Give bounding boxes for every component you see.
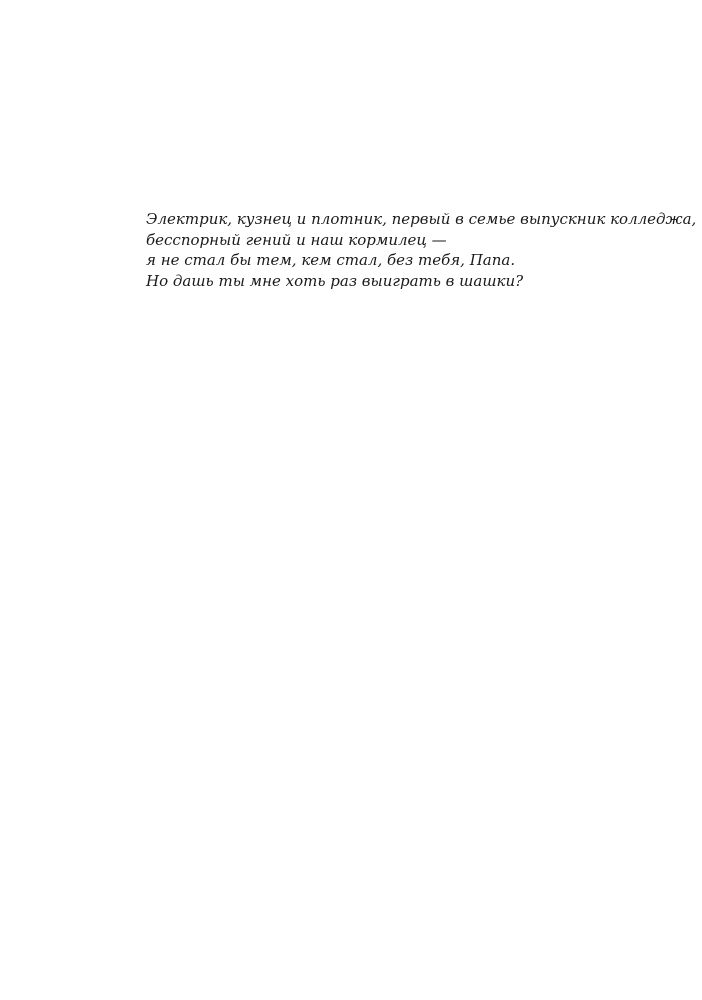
epigraph-line-3: я не стал бы тем, кем стал, без тебя, Папа.: [146, 251, 516, 269]
epigraph-line-4: Но дашь ты мне хоть раз выиграть в шашки?: [146, 271, 524, 290]
dedication-epigraph: [146, 209, 697, 291]
epigraph-line-2: бесспорный гений и наш кормилец —: [146, 230, 447, 249]
epigraph-line-1: Электрик, кузнец и плотник, первый в семье выпускник колледжа,: [146, 210, 697, 228]
